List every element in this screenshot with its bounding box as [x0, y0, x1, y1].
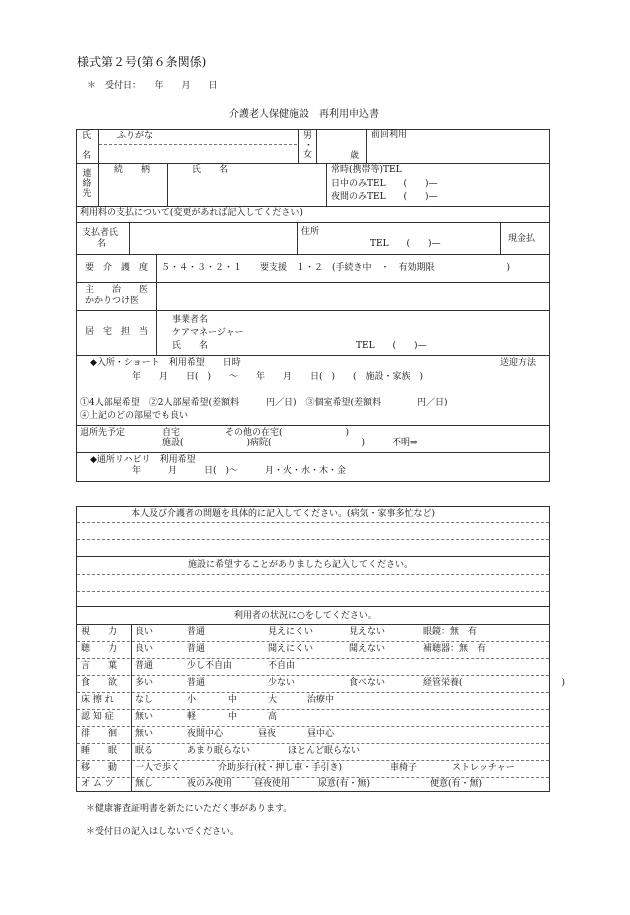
address-label: 住所 — [301, 227, 320, 237]
status-label: オ ム ツ — [81, 779, 114, 789]
status-option: 昼中心 — [307, 729, 335, 739]
status-option: ほとんど眠らない — [288, 746, 361, 756]
room-options-any: ④上記のどの部屋でも良い — [80, 411, 189, 421]
status-option: 補聴器：無 有 — [423, 644, 487, 654]
page-title: 介護老人保健施設 再利用申込書 — [229, 109, 379, 120]
status-option: 多い — [135, 678, 154, 688]
discharge-label: 退所先予定 — [80, 428, 126, 438]
manager-tel: TEL ( )— — [356, 341, 427, 351]
tel-always: 常時(携帯等)TEL — [331, 165, 402, 175]
day-rehab-heading: ◆通所リハビリ 利用希望 — [90, 455, 196, 465]
furigana-label: ふりがな — [117, 131, 154, 141]
status-option: 昼夜使用 — [254, 779, 291, 789]
status-option: ストレッチャー — [452, 763, 515, 773]
room-options: ①4人部屋希望 ②2人部屋希望(差額料 円／日) ③個室希望(差額料 円／日) — [80, 398, 448, 408]
problems-heading: 本人及び介護者の問題を具体的に記入してください。(病気・家事多忙など) — [131, 509, 436, 519]
status-option: 昼夜 — [258, 729, 277, 739]
status-label: 徘 徊 — [81, 729, 118, 739]
footnote-received-date: ＊受付日の記入はしないでください。 — [86, 827, 240, 837]
office-name-label: 事業者名 — [172, 315, 209, 325]
previous-use-label: 前回利用 — [371, 130, 408, 140]
form-number: 様式第２号(第６条関係) — [77, 55, 207, 69]
status-option: 普通 — [187, 644, 206, 654]
status-option: 不自由 — [268, 661, 296, 671]
status-option: 良い — [135, 627, 154, 637]
tel-day: 日中のみTEL ( )— — [331, 179, 438, 189]
care-level-label: 要 介 護 度 — [85, 263, 149, 273]
status-option: 眼鏡：無 有 — [423, 627, 478, 637]
status-option: 高 — [268, 712, 278, 722]
status-option: 普通 — [187, 627, 206, 637]
requests-heading: 施設に希望することがありましたら記入してください。 — [188, 560, 414, 570]
status-option: 少し不自由 — [187, 661, 233, 671]
age-label: 歳 — [350, 151, 360, 161]
status-option: 夜のみ使用 — [187, 779, 233, 789]
short-stay-heading: ◆入所・ショート 利用希望 日時 — [90, 358, 241, 368]
payment-notice: 利用料の支払について(変更があれば記入してください) — [80, 208, 303, 218]
status-option: 夜間中心 — [187, 729, 224, 739]
status-label: 食 欲 — [81, 678, 118, 688]
status-option: 少ない — [268, 678, 296, 688]
payer-label-bottom: 名 — [97, 239, 107, 249]
day-rehab-dates: 年 月 日( )〜 月・火・水・木・金 — [132, 466, 347, 476]
contact-name-label: 氏 名 — [192, 165, 229, 175]
transport-label: 送迎方法 — [500, 358, 537, 368]
status-option: 経管栄養( ) — [423, 678, 566, 688]
status-option: 聞えにくい — [268, 644, 314, 654]
status-option: あまり眠らない — [187, 746, 251, 756]
short-stay-dates: 年 月 日( ) 〜 年 月 日( ) ( 施設・家族 ) — [132, 372, 424, 382]
status-option: 軽 — [187, 712, 197, 722]
payer-label-top: 支払者氏 — [82, 228, 119, 238]
status-option: 見えない — [349, 627, 386, 637]
status-label: 視 力 — [81, 627, 118, 637]
status-label: 移 動 — [81, 763, 118, 773]
discharge-line2: 施設( )病院( ) 不明⇒ — [162, 438, 418, 448]
gender-female: 女 — [303, 150, 313, 160]
status-option: 眠る — [135, 746, 154, 756]
status-option: 食べない — [349, 678, 386, 688]
status-option: 普通 — [187, 678, 206, 688]
status-option: 見えにくい — [268, 627, 314, 637]
tel-night: 夜間のみTEL ( )— — [331, 192, 438, 202]
status-label: 認 知 症 — [81, 712, 114, 722]
status-label: 言 葉 — [81, 661, 118, 671]
gender-male: 男 — [303, 131, 313, 141]
status-option: なし — [135, 695, 154, 705]
care-manager-name-label: ケアマネージャー — [172, 328, 244, 338]
status-option: 治療中 — [307, 695, 335, 705]
status-option: 良い — [135, 644, 154, 654]
status-option: 中 — [228, 712, 238, 722]
name-label-top: 氏 — [82, 131, 92, 141]
status-option: 中 — [228, 695, 238, 705]
gender-dot: ・ — [304, 141, 314, 151]
discharge-line1: 自宅 その他の在宅( ) — [162, 428, 350, 438]
status-option: 車椅子 — [390, 763, 418, 773]
status-option: 聞えない — [349, 644, 386, 654]
doctor-label-bottom: かかりつけ医 — [85, 296, 140, 306]
status-option: 尿意(有・無) — [318, 779, 371, 789]
care-manager-label: 居 宅 担 当 — [85, 327, 149, 337]
status-option: 普通 — [135, 661, 154, 671]
status-option: 一人で歩く — [135, 763, 181, 773]
status-label: 聴 力 — [81, 644, 118, 654]
doctor-label-top: 主 治 医 — [85, 285, 149, 295]
status-option: 無し — [135, 779, 154, 789]
status-option: 無い — [135, 712, 154, 722]
status-heading: 利用者の状況に○をしてください。 — [234, 611, 377, 621]
name-label-bottom: 名 — [82, 151, 92, 161]
status-option: 便意(有・無) — [430, 779, 483, 789]
relation-label: 続 柄 — [114, 165, 151, 175]
contact-label: 連絡先 — [82, 169, 92, 199]
cash-payment-label: 現金払 — [508, 234, 536, 244]
status-label: 床 擦 れ — [81, 695, 114, 705]
status-option: 介助歩行(杖・押し車・手引き) — [218, 763, 343, 773]
status-label: 睡 眠 — [81, 746, 118, 756]
footnote-health-certificate: ＊健康審査証明書を新たにいただく事があります。 — [86, 804, 293, 814]
status-option: 無い — [135, 729, 154, 739]
care-level-value: ５・４・３・２・１ 要支援 １・２ (手続き中 ・ 有効期限 ) — [161, 263, 511, 273]
status-option: 大 — [268, 695, 278, 705]
manager-name-label: 氏 名 — [172, 341, 209, 351]
status-option: 小 — [187, 695, 197, 705]
payer-tel: TEL ( )— — [370, 239, 441, 249]
received-date: ＊ 受付日： 年 月 日 — [87, 81, 218, 91]
